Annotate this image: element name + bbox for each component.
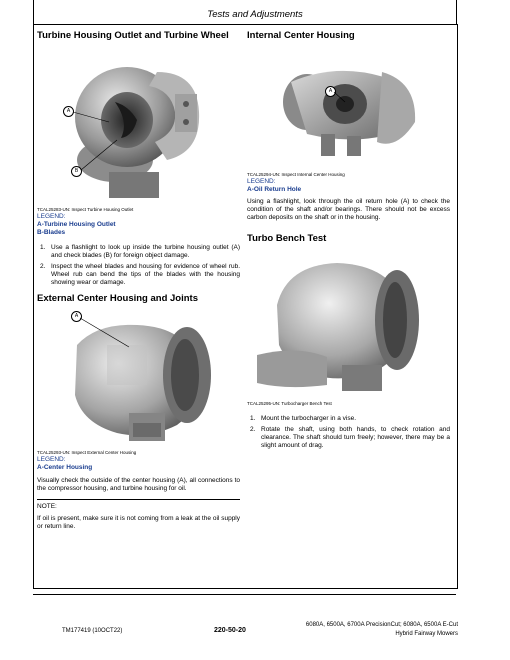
left-column — [37, 30, 240, 531]
section-heading: Turbine Housing Outlet and Turbine Wheel — [37, 30, 229, 41]
figure-center-housing — [37, 305, 240, 448]
legend-heading: LEGEND: — [247, 178, 276, 185]
turbocharger-illustration — [247, 245, 450, 399]
figure-caption: TCAL25293-UN: Inspect External Center Housing — [37, 450, 137, 455]
body-text: Visually check the outside of the center housing (A), all connections to the compressor housing, and turbine housing for oil. — [37, 477, 240, 492]
footer-doc-id: TM177419 (10OCT22) — [62, 628, 123, 634]
footer-models-line1: 6080A, 6500A, 6700A PrecisionCut; 6080A, 6500A E-Cut — [305, 622, 458, 628]
step-item: 2. Rotate the shaft, using both hands, to check rotation and clearance. The shaft should turn freely; however, there may be a slight amount of drag. — [250, 426, 450, 449]
callout-b: B — [71, 166, 82, 177]
legend-item: B-Blades — [37, 229, 66, 236]
legend-item: A-Turbine Housing Outlet — [37, 221, 116, 228]
legend-item: A-Center Housing — [37, 464, 93, 471]
step-item: 2. Inspect the wheel blades and housing for evidence of wheel rub. Wheel rub can bend the tips of the blades with the housing showing wear or damage. — [40, 263, 240, 286]
section-heading: Internal Center Housing — [247, 30, 355, 41]
step-item: 1. Use a flashlight to look up inside the turbine housing outlet (A) and check blades (B) for foreign object damage. — [40, 244, 240, 259]
callout-a: A — [325, 86, 336, 97]
section-heading: External Center Housing and Joints — [37, 293, 198, 304]
footer-page-number: 220-50-20 — [214, 627, 246, 634]
figure-caption: TCAL25295-UN: Turbocharger Bench Test — [247, 401, 332, 406]
legend-heading: LEGEND: — [37, 213, 66, 220]
callout-leaders — [37, 42, 240, 205]
right-column — [247, 30, 450, 453]
footer-models-line2: Hybrid Fairway Mowers — [395, 631, 458, 637]
legend-heading: LEGEND: — [37, 456, 66, 463]
figure-caption: TCAL25283-UN: Inspect Turbine Housing Outlet — [37, 207, 134, 212]
callout-leader — [37, 305, 240, 448]
note-text: If oil is present, make sure it is not coming from a leak at the oil supply or return line. — [37, 515, 240, 530]
figure-turbine-outlet — [37, 42, 240, 205]
note-label: NOTE: — [37, 503, 57, 510]
step-item: 1. Mount the turbocharger in a vise. — [250, 415, 357, 422]
step-list — [247, 415, 450, 450]
callout-a: A — [71, 311, 82, 322]
body-text: Using a flashlight, look through the oil return hole (A) to check the condition of the shaft and/or bearings. There should not be excess carbon deposits on the shaft or in the housing. — [247, 198, 450, 221]
step-list — [37, 244, 240, 287]
callout-a: A — [63, 106, 74, 117]
legend-item: A-Oil Return Hole — [247, 186, 302, 193]
figure-caption: TCAL25294-UN: Inspect Internal Center Housing — [247, 172, 345, 177]
note-rule — [37, 499, 240, 500]
figure-bench-test — [247, 245, 450, 399]
footer-rule — [33, 594, 456, 595]
callout-leader — [247, 42, 450, 170]
figure-internal-housing — [247, 42, 450, 170]
section-heading: Turbo Bench Test — [247, 233, 327, 244]
page-header-title: Tests and Adjustments — [207, 9, 303, 20]
